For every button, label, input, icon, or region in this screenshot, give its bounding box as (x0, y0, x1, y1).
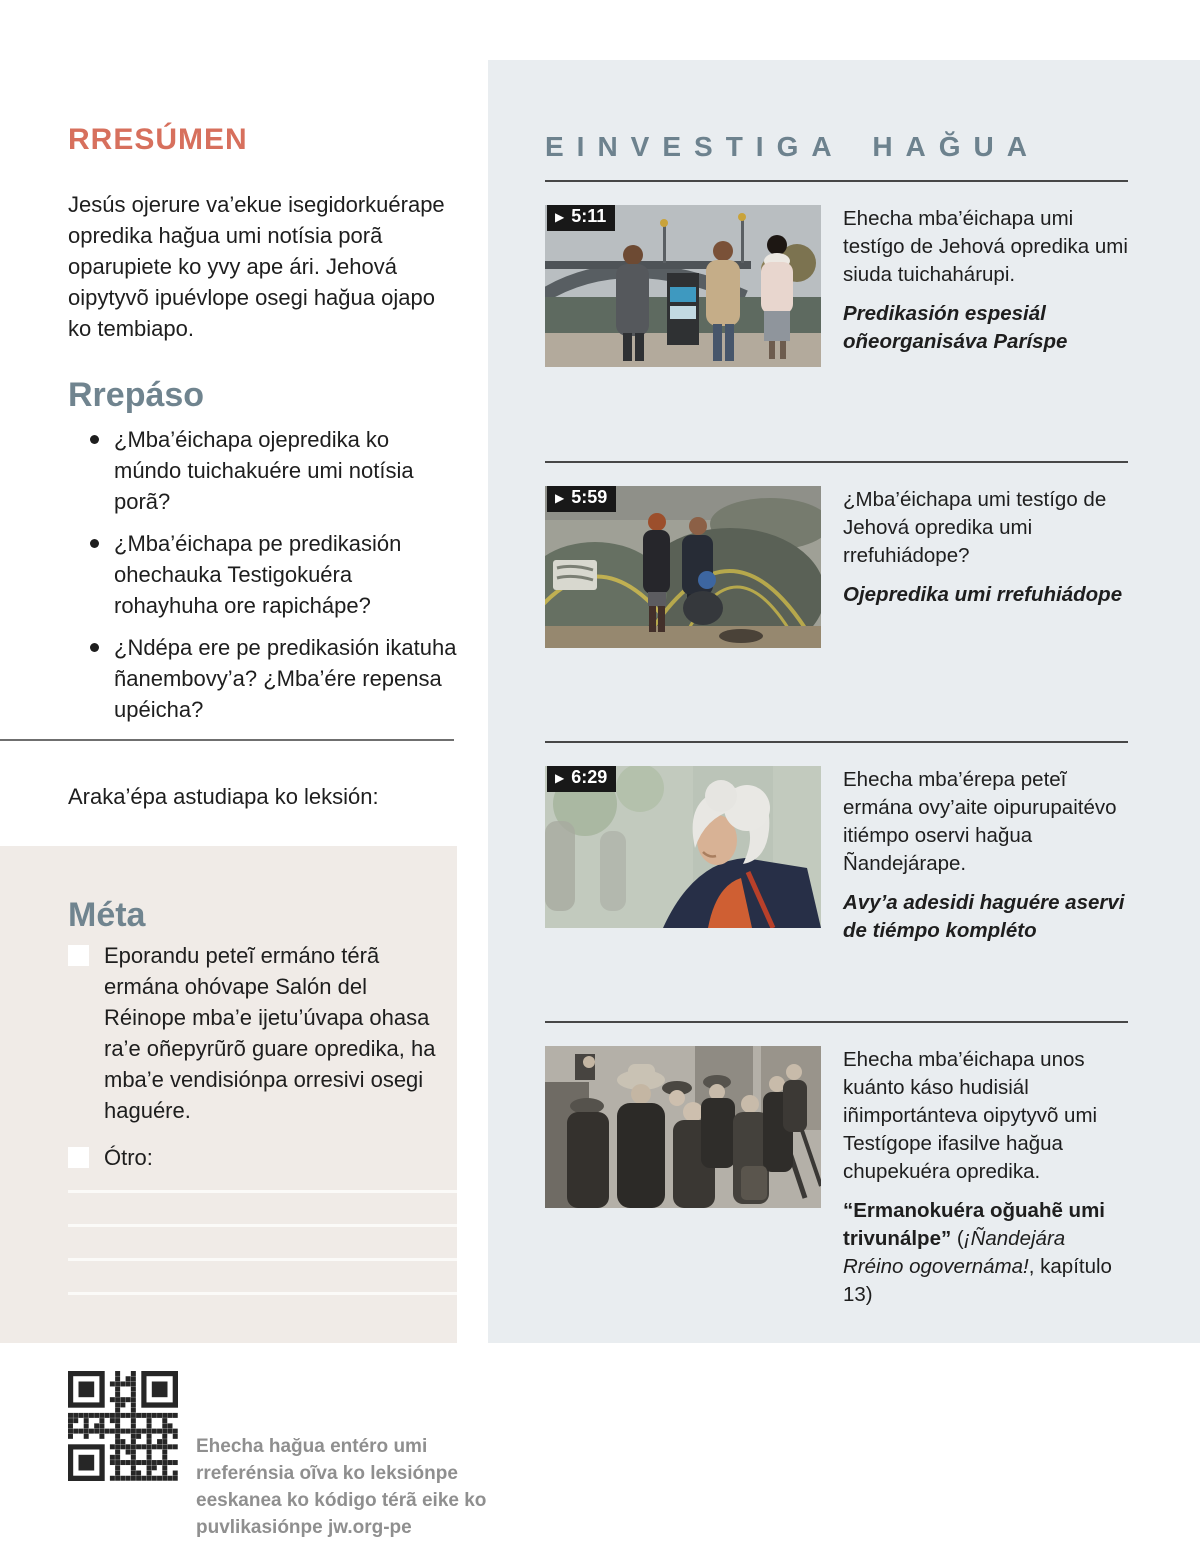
video-thumbnail-refugee-camp[interactable] (545, 486, 821, 648)
item-divider (545, 461, 1128, 463)
summary-paragraph: Jesús ojerure va’ekue isegidorkuérape opredika hağua umi notísia porã oparupiete ko yvy ape ári. Jehová oipytyvõ ipuévlope osegi hağua ojapo ko tembiapo. (68, 192, 445, 341)
video-thumbnail-elderly-sister[interactable] (545, 766, 821, 928)
review-question (90, 528, 462, 621)
item-divider (545, 180, 1128, 182)
goal-heading: Méta (68, 896, 146, 935)
qr-code-graphic (68, 1371, 178, 1481)
study-item (545, 741, 1128, 945)
goal-item-text: Eporandu peteĩ ermáno térã ermána ohóvape Salón del Réinope mba’e ijetu’úvapa ohasa ra’e oñepyrũrõ guare opredika, ha mba’e vendisiónpa orresivi osegi haguére. (104, 943, 436, 1123)
bullet-icon (90, 643, 99, 652)
review-heading: Rrepáso (68, 376, 205, 415)
photo-thumbnail-brothers-at-tribunal (545, 1046, 821, 1208)
video-duration: 6:29 (571, 767, 608, 787)
thumbnail-illustration-historical-group (545, 1046, 821, 1208)
goal-box (0, 846, 457, 1343)
item-description: ¿Mba’éichapa umi testígo de Jehová opredika umi rrefuhiádope? (843, 488, 1107, 567)
goal-item (68, 1142, 441, 1173)
reference-title: “Ermanokuéra oğuahẽ umi trivunálpe” (843, 1199, 1106, 1250)
item-reference (843, 1197, 1128, 1309)
qr-caption: Ehecha hağua entéro umi rreferénsia oĩva ko leksiónpe eeskanea ko kódigo térã eike ko puvlikasiónpe jw.org-pe (196, 1436, 487, 1538)
play-duration-badge (547, 205, 615, 231)
writing-line (68, 1258, 457, 1261)
play-icon: ▶ (555, 770, 565, 785)
review-question-text: ¿Mba’éichapa ojepredika ko múndo tuichakuére umi notísia porã? (114, 427, 414, 514)
review-question (90, 632, 462, 725)
study-date-label: Araka’épa astudiapa ko leksión: (68, 784, 379, 809)
goal-item (68, 940, 441, 1126)
goal-item-text: Ótro: (104, 1145, 153, 1170)
research-panel (488, 60, 1200, 1343)
goal-checkbox[interactable] (68, 945, 89, 966)
publication-name: ¡Ñandejára Rréino ogovernáma! (843, 1227, 1066, 1278)
item-video-title: Ojepredika umi rrefuhiádope (843, 583, 1123, 606)
play-icon: ▶ (555, 209, 565, 224)
play-duration-badge (547, 486, 616, 512)
bullet-icon (90, 539, 99, 548)
video-duration: 5:59 (571, 487, 608, 507)
item-description: Ehecha mba’éichapa umi testígo de Jehová opredika umi siuda tuichahárupi. (843, 207, 1128, 286)
review-question-list (90, 424, 462, 736)
study-item (545, 461, 1128, 648)
section-divider (0, 739, 454, 741)
research-heading: EINVESTIGA HAĞUA (545, 131, 1040, 163)
reference-text: , kapítulo 13) (843, 1255, 1112, 1306)
item-divider (545, 1021, 1128, 1023)
play-duration-badge (547, 766, 616, 792)
study-item (545, 180, 1128, 367)
bullet-icon (90, 435, 99, 444)
item-video-title: Predikasión espesiál oñeorganisáva Paríspe (843, 302, 1068, 353)
item-description: Ehecha mba’éichapa unos kuánto káso hudisiál iñimportánteva oipytyvõ umi Testígope ifasilve hağua chupekuéra opredika. (843, 1048, 1098, 1183)
summary-heading: RRESÚMEN (68, 123, 248, 157)
writing-line (68, 1190, 457, 1193)
item-video-title: Avy’a adesidi haguére aservi de tiémpo kompléto (843, 891, 1125, 942)
goal-checkbox[interactable] (68, 1147, 89, 1168)
qr-code (68, 1371, 178, 1481)
reference-text: ( (951, 1227, 964, 1250)
review-question (90, 424, 462, 517)
item-description: Ehecha mba’érepa peteĩ ermána ovy’aite oipurupaitévo itiémpo oservi hağua Ñandejárape. (843, 768, 1117, 875)
writing-line (68, 1224, 457, 1227)
item-divider (545, 741, 1128, 743)
video-thumbnail-city-preaching[interactable] (545, 205, 821, 367)
study-item (545, 1021, 1128, 1309)
play-icon: ▶ (555, 490, 565, 505)
review-question-text: ¿Ndépa ere pe predikasión ikatuha ñanembovy’a? ¿Mba’ére repensa upéicha? (114, 635, 457, 722)
writing-line (68, 1292, 457, 1295)
video-duration: 5:11 (571, 206, 607, 226)
review-question-text: ¿Mba’éichapa pe predikasión ohechauka Testigokuéra rohayhuha ore rapichápe? (114, 531, 402, 618)
